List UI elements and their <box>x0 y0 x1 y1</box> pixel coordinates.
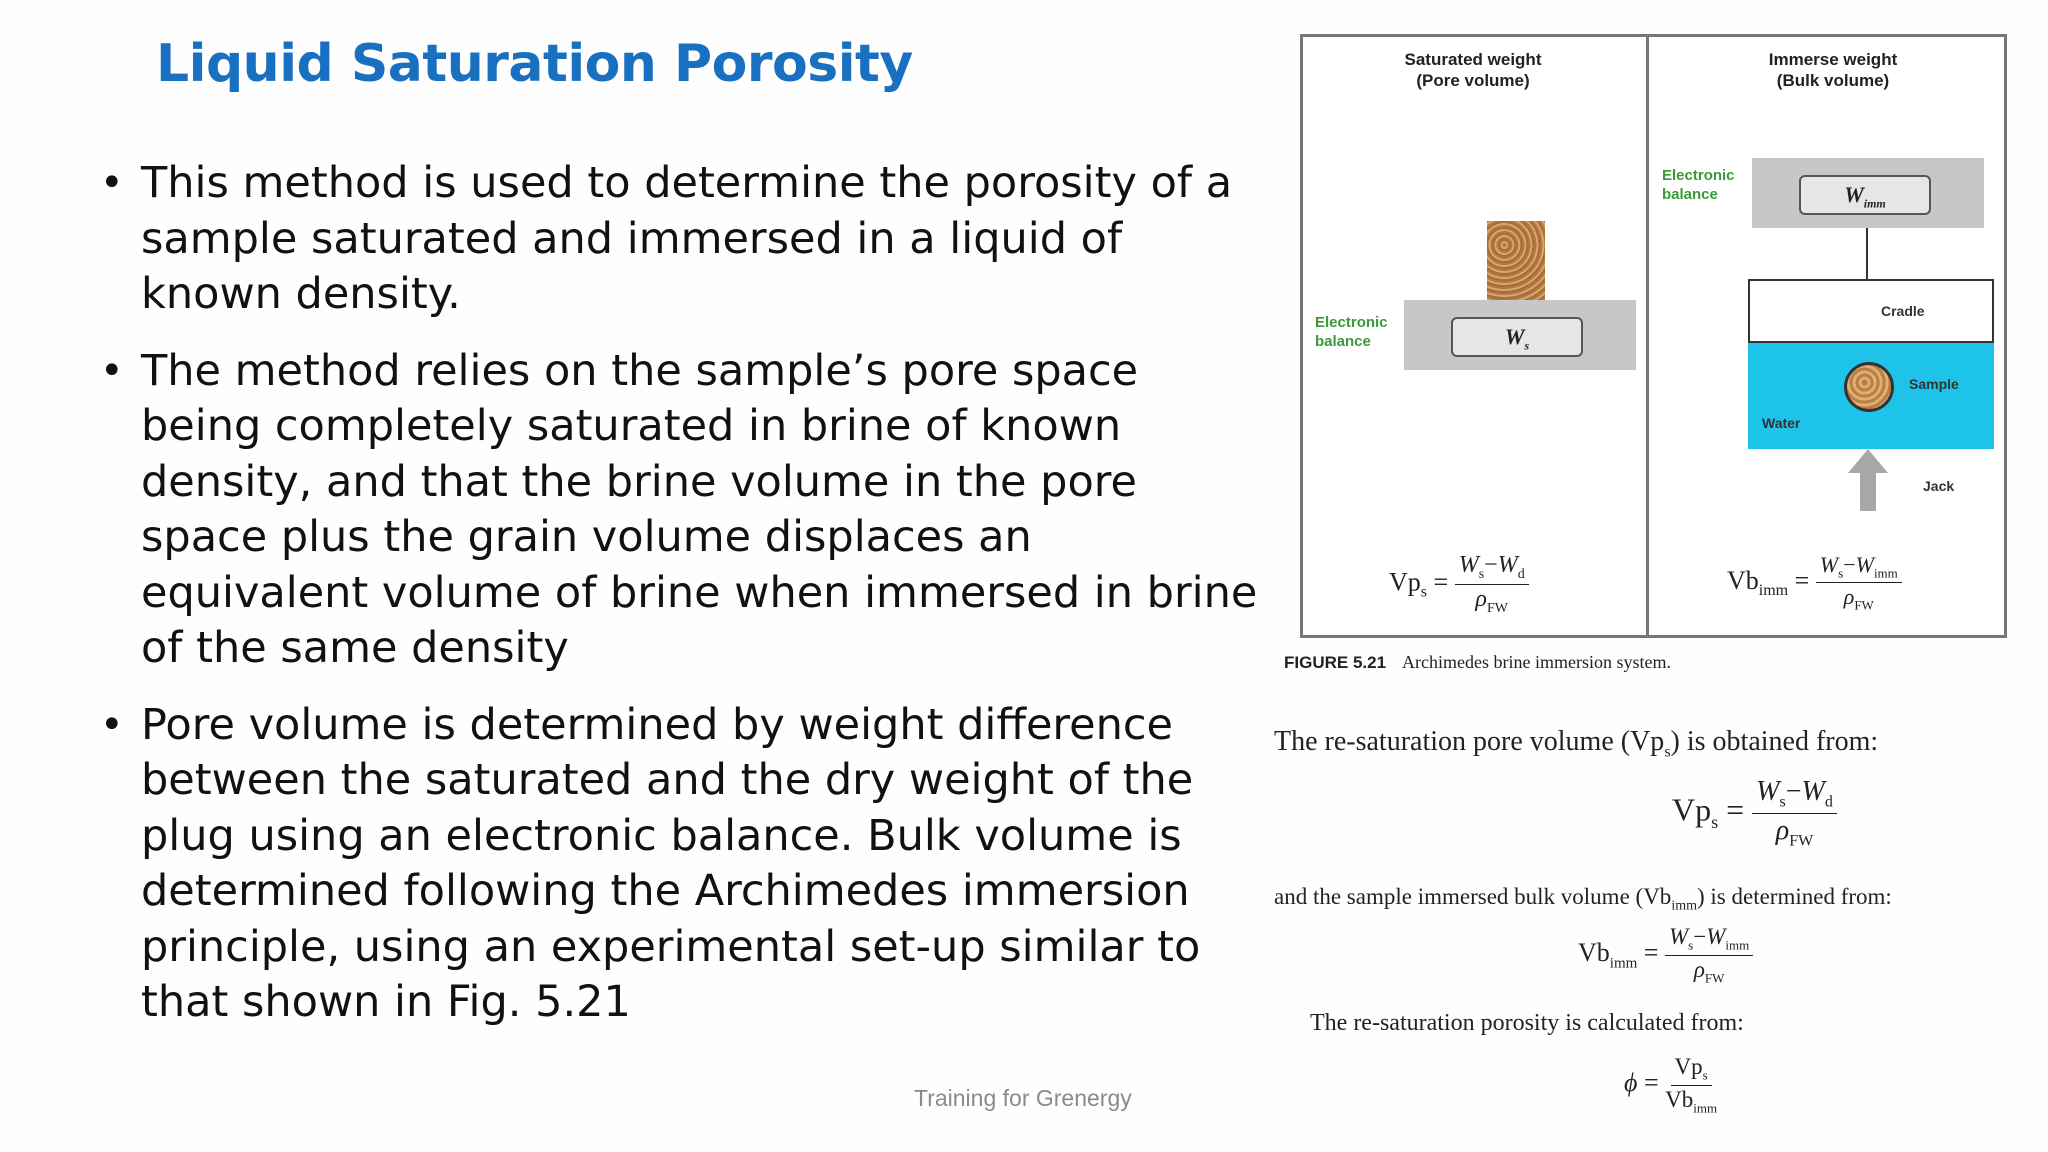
term-sub: s <box>1779 793 1786 811</box>
minus-sign: − <box>1785 776 1802 807</box>
bullet-text: Pore volume is determined by weight difference between the saturated and the dry weight of the plug using an electronic balance. Bulk volume is determined following the Archimedes immersion principle, using an experimental set-up similar to that shown in Fig. 5.21 <box>141 699 1201 1027</box>
left-panel-title: Saturated weight (Pore volume) <box>1404 50 1542 90</box>
term: ρ <box>1475 585 1487 612</box>
formula-lhs: Vp <box>1389 567 1421 597</box>
term: Vp <box>1674 1054 1703 1079</box>
term-sub: s <box>1702 1067 1708 1083</box>
bullet-dot: • <box>100 701 124 748</box>
formula-lhs: Vp <box>1672 791 1712 828</box>
caption-label: FIGURE 5.21 <box>1284 653 1387 672</box>
left-panel-formula <box>1389 552 1529 617</box>
figure-caption <box>1284 652 1671 673</box>
term: ρ <box>1775 814 1790 846</box>
cradle <box>1748 279 1994 343</box>
term-sub: s <box>1478 566 1485 582</box>
term: ρ <box>1693 956 1705 982</box>
text-part: The re-saturation pore volume (Vp <box>1274 726 1665 757</box>
equals-sign: = <box>1726 791 1745 828</box>
bullet-text: This method is used to determine the porosity of a sample saturated and immersed in a liquid of known density. <box>141 158 1233 319</box>
term: W <box>1706 924 1726 949</box>
formula-fraction <box>1752 776 1837 850</box>
formula-lhs-sub: s <box>1420 583 1428 601</box>
cradle-label: Cradle <box>1881 303 1925 319</box>
term: W <box>1819 552 1839 577</box>
equals-sign: = <box>1643 1068 1659 1098</box>
display-subscript: s <box>1524 338 1530 353</box>
term-sub: s <box>1838 565 1844 581</box>
bullet-item <box>100 698 1260 1031</box>
term-sub: imm <box>1693 1100 1718 1116</box>
term: W <box>1668 924 1689 949</box>
phi-symbol: ϕ <box>1624 1068 1638 1098</box>
right-balance-label: Electronic balance <box>1662 167 1735 203</box>
formula-lhs-sub: imm <box>1758 582 1789 600</box>
display-symbol: W <box>1844 182 1864 207</box>
text-part: and the sample immersed bulk volume (Vb <box>1274 884 1672 909</box>
term-sub: FW <box>1704 970 1725 986</box>
pore-volume-equation <box>1672 776 1837 850</box>
term: Vb <box>1665 1086 1694 1112</box>
formula-fraction <box>1455 552 1529 617</box>
figure-divider <box>1646 37 1649 635</box>
water-label: Water <box>1762 415 1801 431</box>
jack-arrow-icon <box>1846 447 1890 513</box>
archimedes-figure <box>1300 34 2007 638</box>
term-sub: FW <box>1854 597 1874 613</box>
formula-lhs-sub: imm <box>1609 955 1638 972</box>
right-balance-display <box>1799 175 1931 215</box>
term-sub: s <box>1688 937 1694 953</box>
bullet-list <box>100 156 1260 1052</box>
equation-intro-porosity: The re-saturation porosity is calculated from: <box>1310 1010 1744 1036</box>
footer-text: Training for Grenergy <box>914 1085 1132 1111</box>
equation-intro-bulk-volume <box>1274 884 1892 915</box>
term-sub: FW <box>1789 832 1814 850</box>
jack-label: Jack <box>1923 478 1955 494</box>
formula-lhs-sub: s <box>1711 811 1719 832</box>
term-sub: d <box>1517 566 1525 582</box>
minus-sign: − <box>1843 552 1856 577</box>
equation-intro-pore-volume <box>1274 726 1878 762</box>
text-sub: s <box>1664 743 1671 761</box>
sample-label: Sample <box>1909 376 1959 392</box>
left-balance-display <box>1451 317 1583 357</box>
term-sub: imm <box>1725 937 1750 953</box>
minus-sign: − <box>1693 924 1707 949</box>
left-balance-label: Electronic balance <box>1315 314 1388 350</box>
slide-title: Liquid Saturation Porosity <box>156 34 913 94</box>
term: W <box>1756 776 1780 807</box>
equals-sign: = <box>1794 565 1810 595</box>
text-sub: imm <box>1671 898 1697 914</box>
bullet-dot: • <box>100 160 124 206</box>
saturated-sample <box>1487 221 1545 301</box>
term: W <box>1458 552 1479 578</box>
equals-sign: = <box>1433 567 1449 597</box>
bullet-text: The method relies on the sample’s pore space being completely saturated in brine of known density, and that the brine volume in the pore space plus the grain volume displaces an equivalent volume of brine when immersed in brine of the same density <box>141 345 1258 673</box>
formula-lhs: Vb <box>1578 938 1610 968</box>
term: W <box>1855 552 1874 577</box>
bullet-dot: • <box>100 347 124 394</box>
text-part: ) is determined from: <box>1696 884 1892 909</box>
formula-fraction <box>1816 552 1902 614</box>
equals-sign: = <box>1643 938 1659 968</box>
minus-sign: − <box>1484 552 1498 578</box>
right-panel-title: Immerse weight (Bulk volume) <box>1768 50 1898 90</box>
term-sub: d <box>1824 793 1833 811</box>
porosity-equation <box>1624 1054 1717 1116</box>
formula-fraction <box>1665 924 1753 986</box>
term-sub: FW <box>1486 600 1508 616</box>
text-part: ) is obtained from: <box>1670 726 1879 757</box>
formula-lhs: Vb <box>1727 565 1759 595</box>
bullet-item <box>100 156 1260 323</box>
caption-text: Archimedes brine immersion system. <box>1402 652 1671 672</box>
display-subscript: imm <box>1863 196 1886 211</box>
bullet-item <box>100 344 1260 677</box>
bulk-volume-equation <box>1578 924 1753 986</box>
right-panel-formula <box>1727 552 1902 614</box>
formula-fraction <box>1665 1054 1717 1116</box>
term: ρ <box>1843 584 1855 610</box>
term-sub: imm <box>1873 565 1898 581</box>
term: W <box>1801 776 1825 807</box>
term: W <box>1497 552 1518 578</box>
display-symbol: W <box>1504 324 1525 349</box>
immersed-sample <box>1844 362 1894 412</box>
